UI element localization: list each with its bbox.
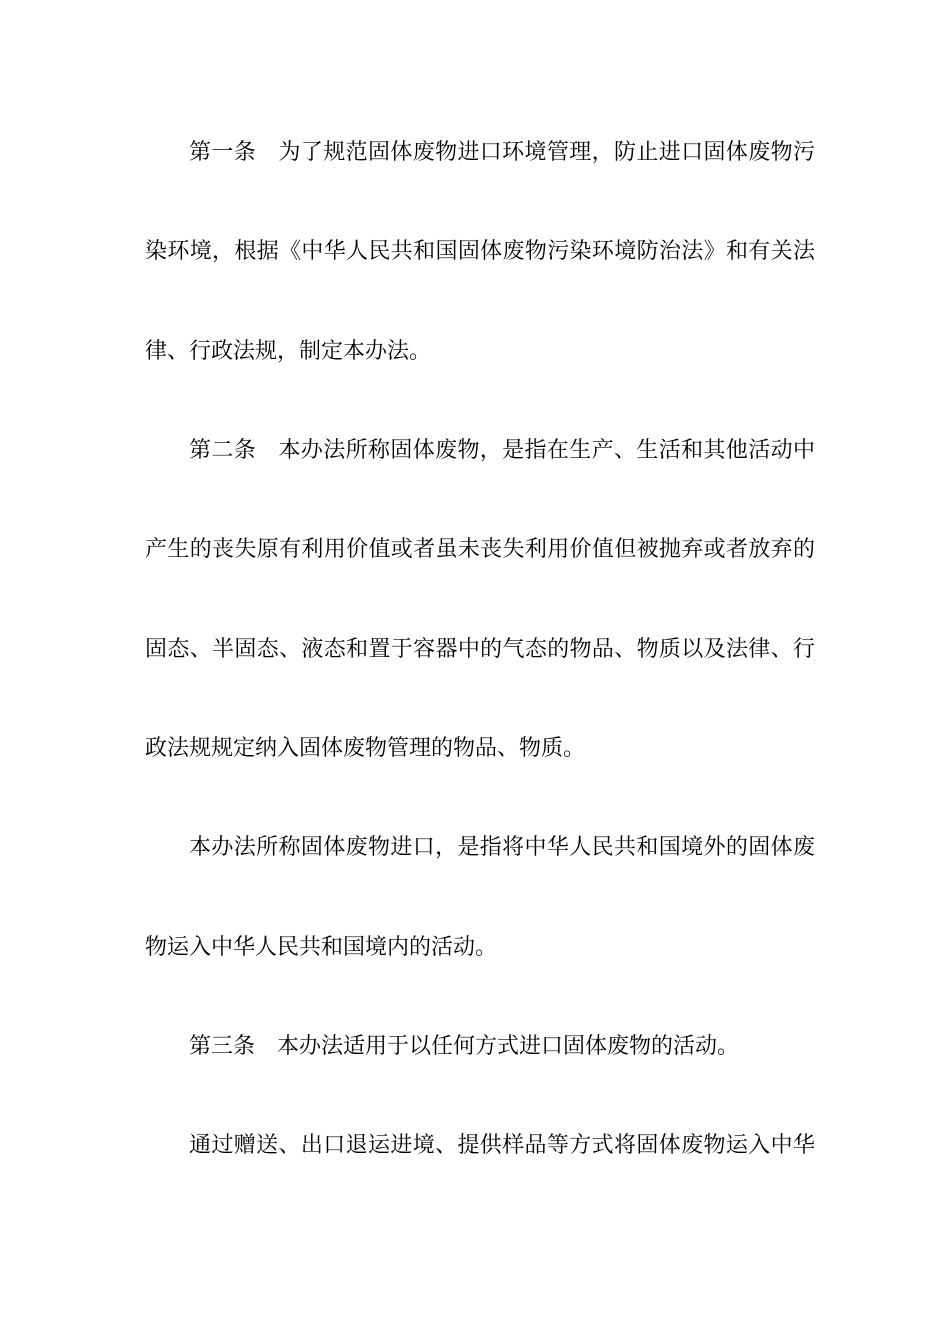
article-3-para-2-line-1: 通过赠送、出口退运进境、提供样品等方式将固体废物运入中华 <box>189 1133 815 1158</box>
article-2-line-4: 政法规规定纳入固体废物管理的物品、物质。 <box>145 736 586 761</box>
article-2-line-1: 第二条 本办法所称固体废物，是指在生产、生活和其他活动中 <box>189 438 815 463</box>
article-3-line-1: 第三条 本办法适用于以任何方式进口固体废物的活动。 <box>189 1034 740 1059</box>
article-2-para-2-line-1: 本办法所称固体废物进口，是指将中华人民共和国境外的固体废 <box>189 835 815 860</box>
article-1-line-1: 第一条 为了规范固体废物进口环境管理，防止进口固体废物污 <box>189 140 815 165</box>
article-2-line-2: 产生的丧失原有利用价值或者虽未丧失利用价值但被抛弃或者放弃的 <box>145 537 815 562</box>
article-1-line-3: 律、行政法规，制定本办法。 <box>145 339 432 364</box>
article-2-para-2-line-2: 物运入中华人民共和国境内的活动。 <box>145 935 498 960</box>
article-2-line-3: 固态、半固态、液态和置于容器中的气态的物品、物质以及法律、行 <box>145 637 815 662</box>
article-1-line-2: 染环境，根据《中华人民共和国固体废物污染环境防治法》和有关法 <box>145 239 815 264</box>
